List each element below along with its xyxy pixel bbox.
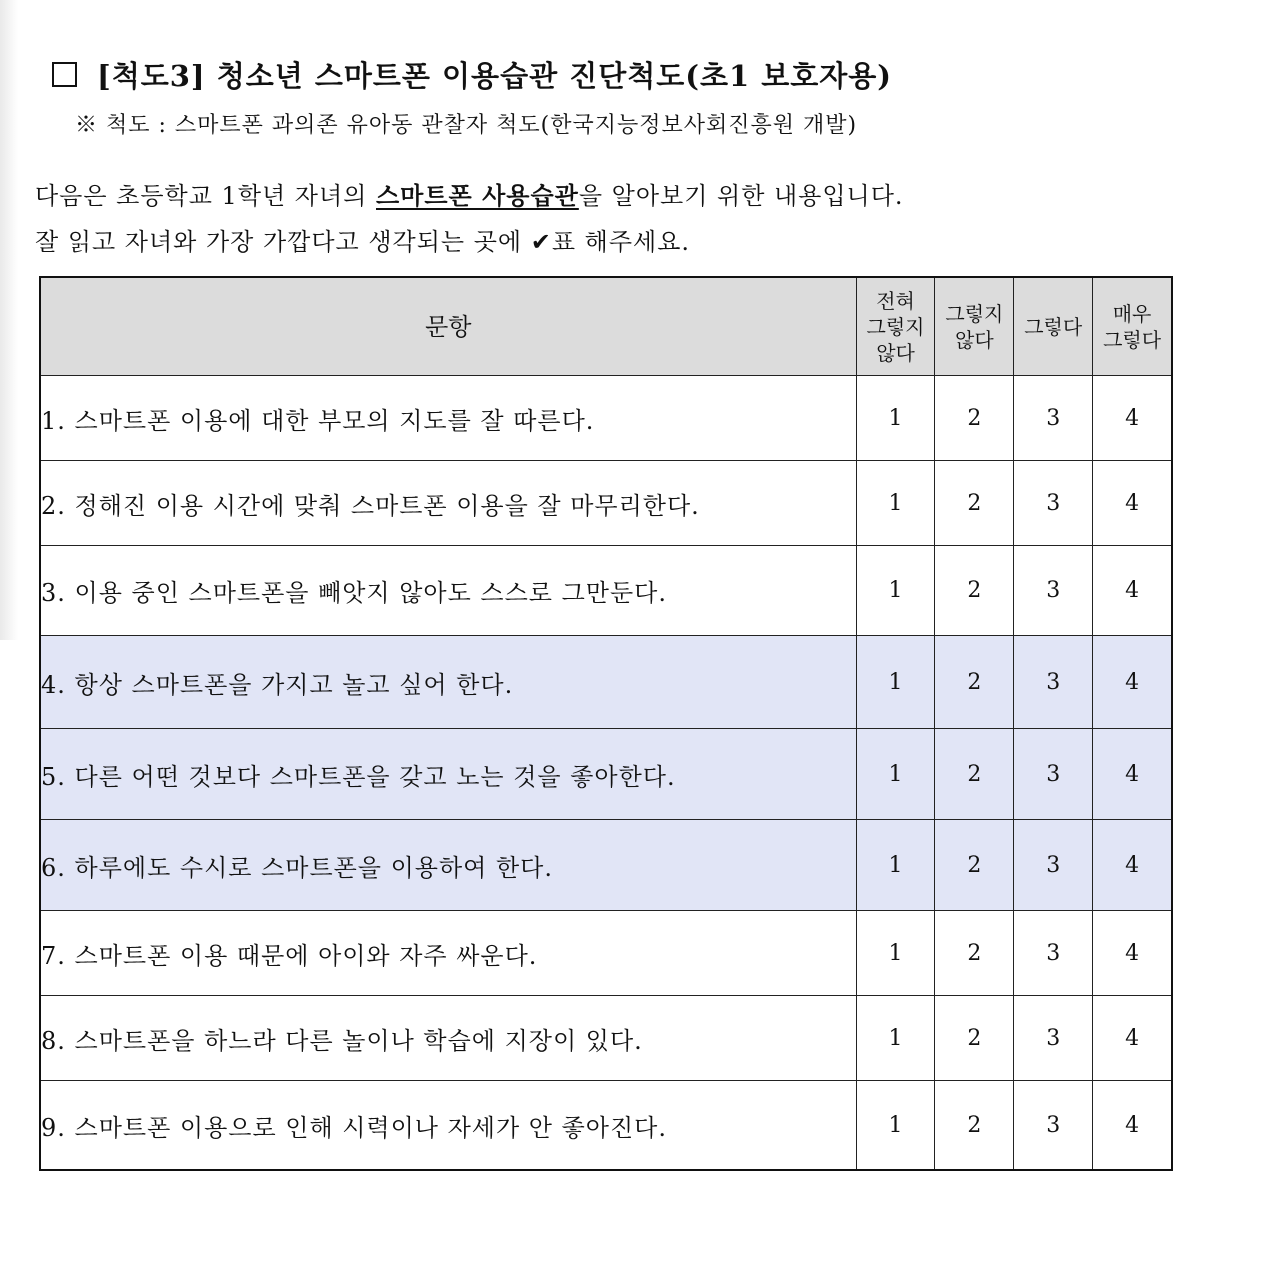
score-option-3[interactable]: 3 — [1014, 1081, 1093, 1171]
score-option-2[interactable]: 2 — [935, 636, 1014, 729]
score-option-2[interactable]: 2 — [935, 376, 1014, 461]
score-option-2[interactable]: 2 — [935, 729, 1014, 820]
score-option-3[interactable]: 3 — [1014, 636, 1093, 729]
score-option-1[interactable]: 1 — [856, 820, 935, 911]
score-option-3[interactable]: 3 — [1014, 376, 1093, 461]
score-option-4[interactable]: 4 — [1093, 461, 1172, 546]
score-option-1[interactable]: 1 — [856, 1081, 935, 1171]
score-option-2[interactable]: 2 — [935, 1081, 1014, 1171]
instruction-line-2 — [35, 222, 690, 257]
scale-source-note: ※ 척도 : 스마트폰 과의존 유아동 관찰자 척도(한국지능정보사회진흥원 개발) — [75, 113, 858, 138]
score-option-2[interactable]: 2 — [935, 546, 1014, 636]
table-row — [40, 911, 1172, 996]
score-option-1[interactable]: 1 — [856, 996, 935, 1081]
instruction-text: 표 해주세요. — [551, 228, 691, 256]
score-option-3[interactable]: 3 — [1014, 996, 1093, 1081]
score-option-2[interactable]: 2 — [935, 911, 1014, 996]
score-option-1[interactable]: 1 — [856, 729, 935, 820]
score-option-3[interactable]: 3 — [1014, 911, 1093, 996]
question-text: 7. 스마트폰 이용 때문에 아이와 자주 싸운다. — [40, 911, 856, 996]
option-header-strongly-disagree: 전혀 그렇지 않다 — [856, 277, 935, 376]
table-row — [40, 376, 1172, 461]
page-edge-shadow — [0, 0, 18, 640]
score-option-3[interactable]: 3 — [1014, 546, 1093, 636]
question-text: 9. 스마트폰 이용으로 인해 시력이나 자세가 안 좋아진다. — [40, 1081, 856, 1171]
question-text: 5. 다른 어떤 것보다 스마트폰을 갖고 노는 것을 좋아한다. — [40, 729, 856, 820]
score-option-4[interactable]: 4 — [1093, 546, 1172, 636]
score-option-1[interactable]: 1 — [856, 461, 935, 546]
question-text: 2. 정해진 이용 시간에 맞춰 스마트폰 이용을 잘 마무리한다. — [40, 461, 856, 546]
score-option-3[interactable]: 3 — [1014, 729, 1093, 820]
score-option-4[interactable]: 4 — [1093, 1081, 1172, 1171]
checkbox-icon — [52, 62, 77, 87]
option-header-strongly-agree: 매우 그렇다 — [1093, 277, 1172, 376]
instruction-text: 을 알아보기 위한 내용입니다. — [578, 182, 904, 210]
question-text: 3. 이용 중인 스마트폰을 빼앗지 않아도 스스로 그만둔다. — [40, 546, 856, 636]
table-row — [40, 729, 1172, 820]
table-row — [40, 820, 1172, 911]
question-text: 1. 스마트폰 이용에 대한 부모의 지도를 잘 따른다. — [40, 376, 856, 461]
table-row — [40, 996, 1172, 1081]
instruction-text: 잘 읽고 자녀와 가장 가깝다고 생각되는 곳에 — [35, 228, 531, 256]
score-option-4[interactable]: 4 — [1093, 636, 1172, 729]
table-row — [40, 461, 1172, 546]
score-option-4[interactable]: 4 — [1093, 996, 1172, 1081]
score-option-4[interactable]: 4 — [1093, 376, 1172, 461]
score-option-3[interactable]: 3 — [1014, 461, 1093, 546]
score-option-1[interactable]: 1 — [856, 911, 935, 996]
item-column-header: 문항 — [40, 277, 856, 376]
score-option-1[interactable]: 1 — [856, 636, 935, 729]
check-mark-icon: ✔ — [530, 228, 552, 256]
question-text: 4. 항상 스마트폰을 가지고 놀고 싶어 한다. — [40, 636, 856, 729]
score-option-1[interactable]: 1 — [856, 546, 935, 636]
option-header-agree: 그렇다 — [1014, 277, 1093, 376]
score-option-4[interactable]: 4 — [1093, 729, 1172, 820]
score-option-2[interactable]: 2 — [935, 820, 1014, 911]
instruction-text: 다음은 초등학교 1학년 자녀의 — [35, 182, 376, 210]
instruction-emphasis: 스마트폰 사용습관 — [376, 181, 579, 210]
score-option-1[interactable]: 1 — [856, 376, 935, 461]
score-option-3[interactable]: 3 — [1014, 820, 1093, 911]
instruction-line-1 — [35, 176, 904, 211]
option-header-disagree: 그렇지 않다 — [935, 277, 1014, 376]
questionnaire-table — [39, 276, 1173, 1171]
page-title — [52, 52, 892, 96]
score-option-2[interactable]: 2 — [935, 996, 1014, 1081]
table-row — [40, 1081, 1172, 1171]
question-text: 6. 하루에도 수시로 스마트폰을 이용하여 한다. — [40, 820, 856, 911]
score-option-4[interactable]: 4 — [1093, 820, 1172, 911]
title-text: [척도3] 청소년 스마트폰 이용습관 진단척도(초1 보호자용) — [97, 58, 893, 93]
table-header-row — [40, 277, 1172, 376]
question-text: 8. 스마트폰을 하느라 다른 놀이나 학습에 지장이 있다. — [40, 996, 856, 1081]
table-row — [40, 636, 1172, 729]
table-row — [40, 546, 1172, 636]
score-option-2[interactable]: 2 — [935, 461, 1014, 546]
score-option-4[interactable]: 4 — [1093, 911, 1172, 996]
